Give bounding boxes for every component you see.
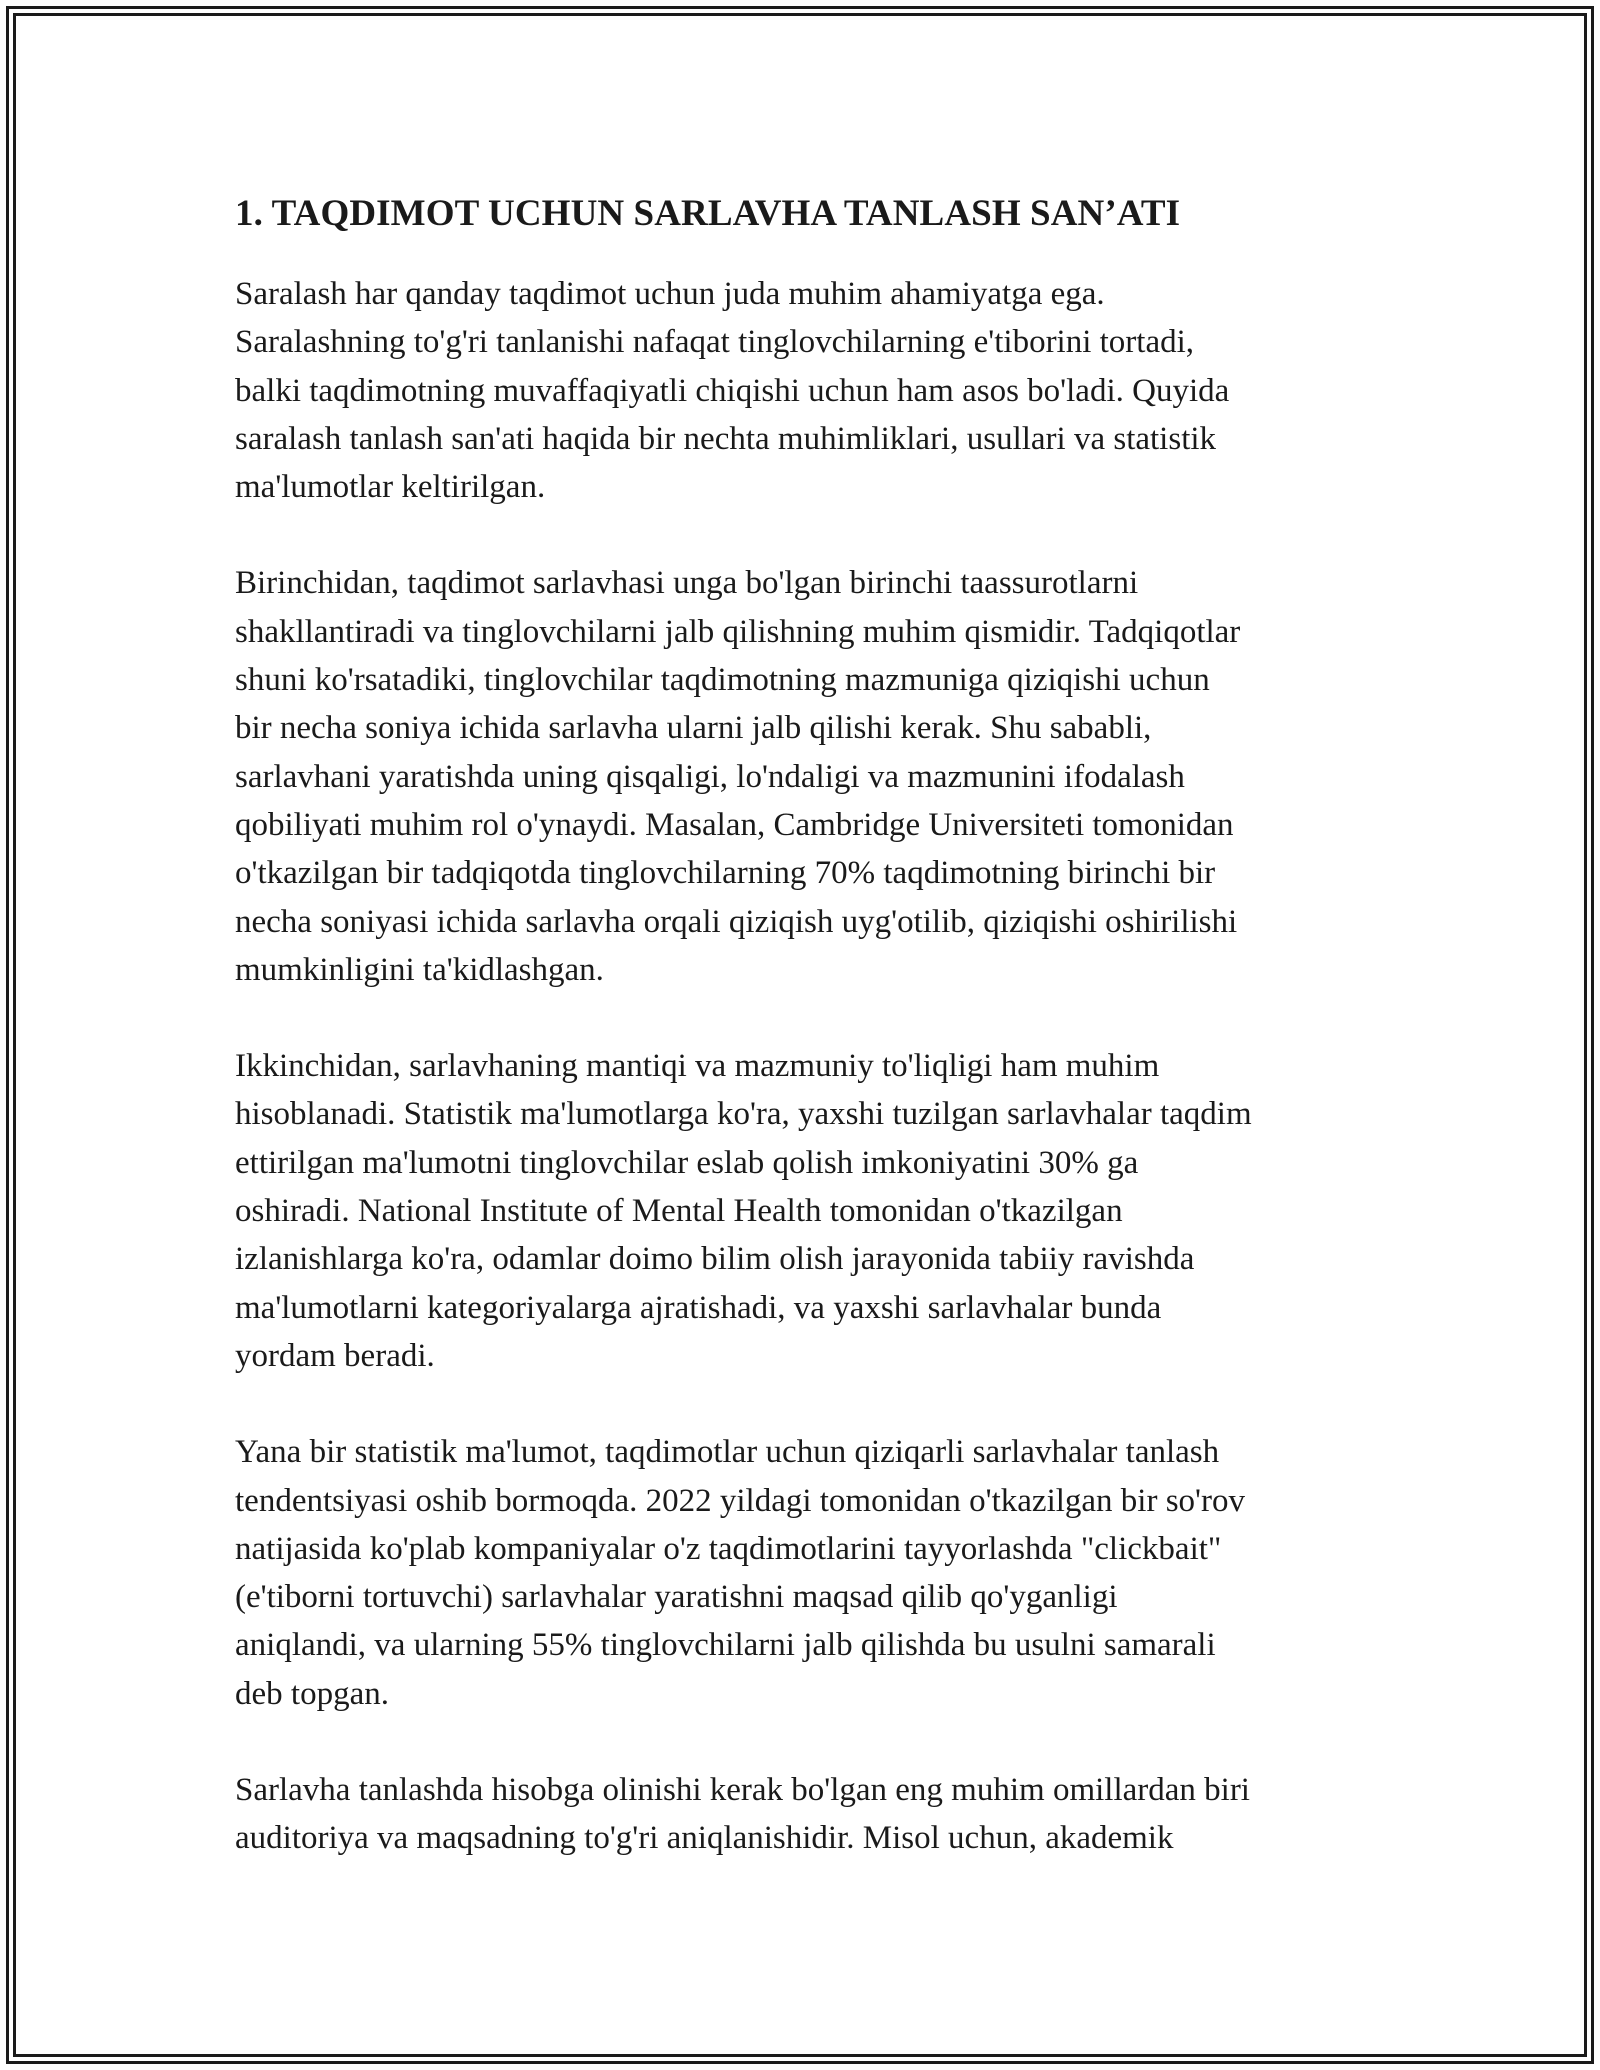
paragraph-line: Yana bir statistik ma'lumot, taqdimotlar uchun qiziqarli sarlavhalar tanlash (235, 1434, 1220, 1471)
paragraph-line: necha soniyasi ichida sarlavha orqali qiziqish uyg'otilib, qiziqishi oshirilishi (235, 903, 1238, 940)
paragraph-3 (235, 1042, 1380, 1380)
paragraph-line: qobiliyati muhim rol o'ynaydi. Masalan, Cambridge Universiteti tomonidan (235, 806, 1234, 843)
paragraph-line: shuni ko'rsatadiki, tinglovchilar taqdimotning mazmuniga qiziqishi uchun (235, 662, 1210, 699)
paragraph-line: saralash tanlash san'ati haqida bir nechta muhimliklari, usullari va statistik (235, 420, 1217, 457)
paragraph-line: bir necha soniya ichida sarlavha ularni jalb qilishi kerak. Shu sababli, (235, 710, 1152, 747)
paragraph-line: Saralash har qanday taqdimot uchun juda muhim ahamiyatga ega. (235, 276, 1105, 312)
paragraph-line: Ikkinchidan, sarlavhaning mantiqi va mazmuniy to'liqligi ham muhim (235, 1048, 1160, 1085)
paragraph-line: hisoblanadi. Statistik ma'lumotlarga ko'ra, yaxshi tuzilgan sarlavhalar taqdim (235, 1096, 1252, 1133)
paragraph-5 (235, 1766, 1380, 1863)
paragraph-4 (235, 1428, 1380, 1718)
paragraph-line: deb topgan. (235, 1675, 389, 1712)
paragraph-2 (235, 559, 1380, 994)
section-heading: 1. TAQDIMOT UCHUN SARLAVHA TANLASH SAN’ATI (235, 193, 1181, 234)
paragraph-line: ma'lumotlar keltirilgan. (235, 469, 546, 506)
paragraph-line: tendentsiyasi oshib bormoqda. 2022 yildagi tomonidan o'tkazilgan bir so'rov (235, 1482, 1245, 1519)
paragraph-line: shakllantiradi va tinglovchilarni jalb qilishning muhim qismidir. Tadqiqotlar (235, 613, 1241, 650)
paragraph-line: balki taqdimotning muvaffaqiyatli chiqishi uchun ham asos bo'ladi. Quyida (235, 372, 1230, 409)
paragraph-line: ma'lumotlarni kategoriyalarga ajratishadi, va yaxshi sarlavhalar bunda (235, 1289, 1162, 1326)
paragraph-line: ettirilgan ma'lumotni tinglovchilar eslab qolish imkoniyatini 30% ga (235, 1144, 1139, 1181)
paragraph-line: sarlavhani yaratishda uning qisqaligi, lo'ndaligi va mazmunini ifodalash (235, 758, 1185, 795)
paragraph-line: Sarlavha tanlashda hisobga olinishi kerak bo'lgan eng muhim omillardan biri (235, 1772, 1250, 1809)
document-page (235, 188, 1380, 1911)
paragraph-1 (235, 270, 1380, 511)
paragraph-line: aniqlandi, va ularning 55% tinglovchilarni jalb qilishda bu usulni samarali (235, 1627, 1216, 1664)
paragraph-line: yordam beradi. (235, 1337, 435, 1374)
paragraph-line: oshiradi. National Institute of Mental Health tomonidan o'tkazilgan (235, 1193, 1123, 1230)
paragraph-line: (e'tiborni tortuvchi) sarlavhalar yaratishni maqsad qilib qo'yganligi (235, 1579, 1118, 1616)
paragraph-line: Saralashning to'g'ri tanlanishi nafaqat tinglovchilarning e'tiborini tortadi, (235, 324, 1195, 361)
paragraph-line: auditoriya va maqsadning to'g'ri aniqlanishidir. Misol uchun, akademik (235, 1820, 1174, 1857)
paragraph-line: natijasida ko'plab kompaniyalar o'z taqdimotlarini tayyorlashda "clickbait" (235, 1530, 1222, 1567)
paragraph-line: mumkinligini ta'kidlashgan. (235, 951, 604, 988)
paragraph-line: Birinchidan, taqdimot sarlavhasi unga bo'lgan birinchi taassurotlarni (235, 565, 1139, 602)
paragraph-line: o'tkazilgan bir tadqiqotda tinglovchilarning 70% taqdimotning birinchi bir (235, 855, 1216, 892)
paragraph-line: izlanishlarga ko'ra, odamlar doimo bilim olish jarayonida tabiiy ravishda (235, 1241, 1195, 1278)
